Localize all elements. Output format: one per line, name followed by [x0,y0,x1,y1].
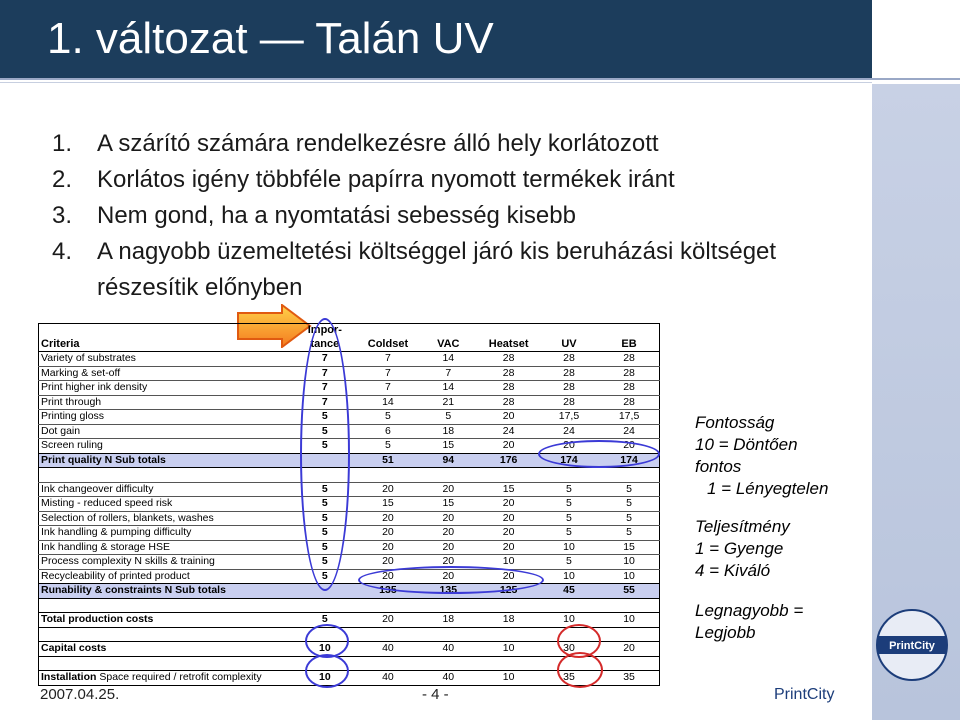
importance-value: 5 [292,569,358,584]
production-cost-coldset: 20 [358,613,418,628]
vac-score: 5 [418,410,478,425]
criterion-label: Misting - reduced speed risk [39,497,292,512]
runability-subtotal-ring [358,566,544,594]
legend-gap [695,582,828,600]
spacer-cell [39,598,660,613]
eb-score: 28 [599,395,659,410]
title-divider-thin [0,82,872,83]
point-item [52,126,777,162]
capital-importance-ring [305,624,349,658]
coldset-score: 7 [358,366,418,381]
capital-cost-uv: 30 [539,642,599,657]
vac-score: 20 [418,555,478,570]
installation-importance: 10 [292,671,358,686]
quality-subtotal-eb: 174 [599,453,659,468]
production-cost-eb: 10 [599,613,659,628]
eb-score: 5 [599,511,659,526]
eb-score: 28 [599,381,659,396]
installation-label-rest: Space required / retrofit complexity [96,671,262,683]
production-cost-vac: 18 [418,613,478,628]
importance-value: 5 [292,410,358,425]
table-row [39,381,660,396]
production-cost-heatset: 18 [478,613,538,628]
header-importance-line1: Impor- [307,324,342,336]
quality-subtotal-uv: 174 [539,453,599,468]
quality-subtotal-heatset: 176 [478,453,538,468]
title-bar [0,0,872,78]
eb-score: 20 [599,439,659,454]
installation-coldset: 40 [358,671,418,686]
capital-cost-coldset: 40 [358,642,418,657]
title-corner [872,0,960,78]
criterion-label: Screen ruling [39,439,292,454]
vac-score: 14 [418,381,478,396]
installation-uv: 35 [539,671,599,686]
uv-score: 5 [539,482,599,497]
vac-score: 7 [418,366,478,381]
table-row [39,540,660,555]
criterion-label: Dot gain [39,424,292,439]
point-text: A szárító számára rendelkezésre álló hely korlátozott [97,130,659,157]
table-row [39,555,660,570]
uv-score: 10 [539,569,599,584]
table-row [39,526,660,541]
header-vac: VAC [418,324,478,352]
vac-score: 14 [418,352,478,367]
footer-date: 2007.04.25. [40,686,120,703]
vac-score: 20 [418,526,478,541]
criterion-label: Recycleability of printed product [39,569,292,584]
coldset-score: 15 [358,497,418,512]
runability-subtotal-heatset: 125 [478,584,538,599]
legend-gap [695,500,828,516]
eb-score: 5 [599,482,659,497]
runability-subtotal-label: Runability & constraints N Sub totals [39,584,292,599]
heatset-score: 20 [478,569,538,584]
uv-score: 10 [539,540,599,555]
vac-score: 18 [418,424,478,439]
spacer-row [39,598,660,613]
header-heatset: Heatset [478,324,538,352]
heatset-score: 10 [478,555,538,570]
runability-rows [39,482,660,584]
coldset-score: 14 [358,395,418,410]
installation-label [39,671,292,686]
coldset-score: 6 [358,424,418,439]
vac-score: 15 [418,439,478,454]
header-coldset: Coldset [358,324,418,352]
uv-score: 28 [539,366,599,381]
importance-value: 5 [292,424,358,439]
point-text: Korlátos igény többféle papírra nyomott termékek iránt [97,166,675,193]
installation-label-bold: Installation [41,671,97,683]
heatset-score: 20 [478,511,538,526]
vac-score: 20 [418,482,478,497]
coldset-score: 20 [358,555,418,570]
criterion-label: Selection of rollers, blankets, washes [39,511,292,526]
production-cost-label: Total production costs [39,613,292,628]
runability-subtotal-coldset: 135 [358,584,418,599]
coldset-score: 7 [358,381,418,396]
capital-cost-heatset: 10 [478,642,538,657]
heatset-score: 20 [478,540,538,555]
heatset-score: 24 [478,424,538,439]
importance-value: 7 [292,395,358,410]
heatset-score: 15 [478,482,538,497]
vac-score: 21 [418,395,478,410]
heatset-score: 28 [478,352,538,367]
point-number: 3. [52,202,73,229]
uv-score: 20 [539,439,599,454]
uv-score: 5 [539,526,599,541]
coldset-score: 20 [358,540,418,555]
point-item [52,162,777,198]
importance-value: 7 [292,352,358,367]
runability-subtotal-uv: 45 [539,584,599,599]
point-text: Nem gond, ha a nyomtatási sebesség kisebb [97,202,576,229]
importance-legend-line: 1 = Lényegtelen [707,479,829,498]
table-row [39,511,660,526]
coldset-score: 5 [358,439,418,454]
uv-score: 28 [539,395,599,410]
table-header-row [39,324,660,352]
point-item [52,234,777,306]
eb-score: 28 [599,352,659,367]
importance-value: 5 [292,540,358,555]
criterion-label: Print through [39,395,292,410]
criterion-label: Ink handling & pumping difficulty [39,526,292,541]
eb-score: 17,5 [599,410,659,425]
header-importance-line2: tance [310,337,340,350]
importance-value: 7 [292,381,358,396]
criterion-label: Printing gloss [39,410,292,425]
eb-score: 10 [599,555,659,570]
production-cost-importance: 5 [292,613,358,628]
uv-score: 28 [539,352,599,367]
installation-vac: 40 [418,671,478,686]
quality-subtotal-coldset: 51 [358,453,418,468]
capital-cost-importance: 10 [292,642,358,657]
table-row [39,366,660,381]
coldset-score: 20 [358,511,418,526]
header-uv: UV [539,324,599,352]
printcity-logo [874,608,950,682]
footer-brand: PrintCity [774,686,835,703]
best-legend-line: Legjobb [695,623,756,642]
criterion-label: Ink handling & storage HSE [39,540,292,555]
coldset-score: 7 [358,352,418,367]
point-number: 4. [52,238,73,265]
importance-legend-title: Fontosság [695,413,775,432]
title-divider [0,78,960,80]
performance-legend-line: 1 = Gyenge [695,539,784,558]
uv-score: 28 [539,381,599,396]
header-criteria: Criteria [39,324,292,352]
eb-score: 28 [599,366,659,381]
point-list [52,126,777,306]
importance-column-ring [300,318,350,591]
table-row [39,497,660,512]
heatset-score: 28 [478,395,538,410]
coldset-score: 20 [358,482,418,497]
uv-score: 5 [539,497,599,512]
uv-score: 5 [539,555,599,570]
performance-legend-line: 4 = Kiváló [695,561,771,580]
vac-score: 20 [418,511,478,526]
point-text: A nagyobb üzemeltetési költséggel járó kis beruházási költséget részesítik előnyben [97,238,777,301]
legend-notes [695,412,828,644]
eb-score: 5 [599,497,659,512]
runability-subtotal-eb: 55 [599,584,659,599]
importance-value: 5 [292,511,358,526]
criterion-label: Print higher ink density [39,381,292,396]
criterion-label: Marking & set-off [39,366,292,381]
slide-title: 1. változat — Talán UV [47,14,494,63]
header-eb: EB [599,324,659,352]
importance-legend-line: 10 = Döntően [695,435,798,454]
production-cost-uv: 10 [539,613,599,628]
capital-cost-eb: 20 [599,642,659,657]
coldset-score: 20 [358,569,418,584]
heatset-score: 20 [478,497,538,512]
uv-score: 24 [539,424,599,439]
heatset-score: 20 [478,526,538,541]
table-row [39,352,660,367]
capital-cost-label: Capital costs [39,642,292,657]
table-row [39,395,660,410]
heatset-score: 28 [478,366,538,381]
footer-page-number: - 4 - [422,686,449,703]
runability-subtotal-row [39,584,660,599]
importance-value: 7 [292,366,358,381]
table-row [39,569,660,584]
capital-cost-vac: 40 [418,642,478,657]
criterion-label: Ink changeover difficulty [39,482,292,497]
vac-score: 15 [418,497,478,512]
coldset-score: 20 [358,526,418,541]
best-legend-line: Legnagyobb = [695,601,804,620]
point-number: 2. [52,166,73,193]
installation-uv-ring [557,652,603,688]
uv-score: 5 [539,511,599,526]
quality-subtotal-vac: 94 [418,453,478,468]
performance-legend-title: Teljesítmény [695,517,790,536]
eb-score: 10 [599,569,659,584]
uv-eb-subtotal-ring [538,440,660,468]
eb-score: 5 [599,526,659,541]
importance-value: 5 [292,555,358,570]
importance-legend-line: fontos [695,457,742,476]
uv-score: 17,5 [539,410,599,425]
point-item [52,198,777,234]
importance-value: 5 [292,497,358,512]
logo-text: PrintCity [889,640,935,652]
importance-value: 5 [292,526,358,541]
criterion-label: Variety of substrates [39,352,292,367]
heatset-score: 20 [478,410,538,425]
production-cost-row [39,613,660,628]
coldset-score: 5 [358,410,418,425]
installation-eb: 35 [599,671,659,686]
importance-value: 5 [292,439,358,454]
criterion-label: Process complexity N skills & training [39,555,292,570]
vac-score: 20 [418,540,478,555]
vac-score: 20 [418,569,478,584]
heatset-score: 20 [478,439,538,454]
importance-value: 5 [292,482,358,497]
point-number: 1. [52,130,73,157]
eb-score: 24 [599,424,659,439]
installation-importance-ring [305,654,349,688]
quality-subtotal-label: Print quality N Sub totals [39,453,292,468]
eb-score: 15 [599,540,659,555]
runability-subtotal-vac: 135 [418,584,478,599]
heatset-score: 28 [478,381,538,396]
installation-heatset: 10 [478,671,538,686]
